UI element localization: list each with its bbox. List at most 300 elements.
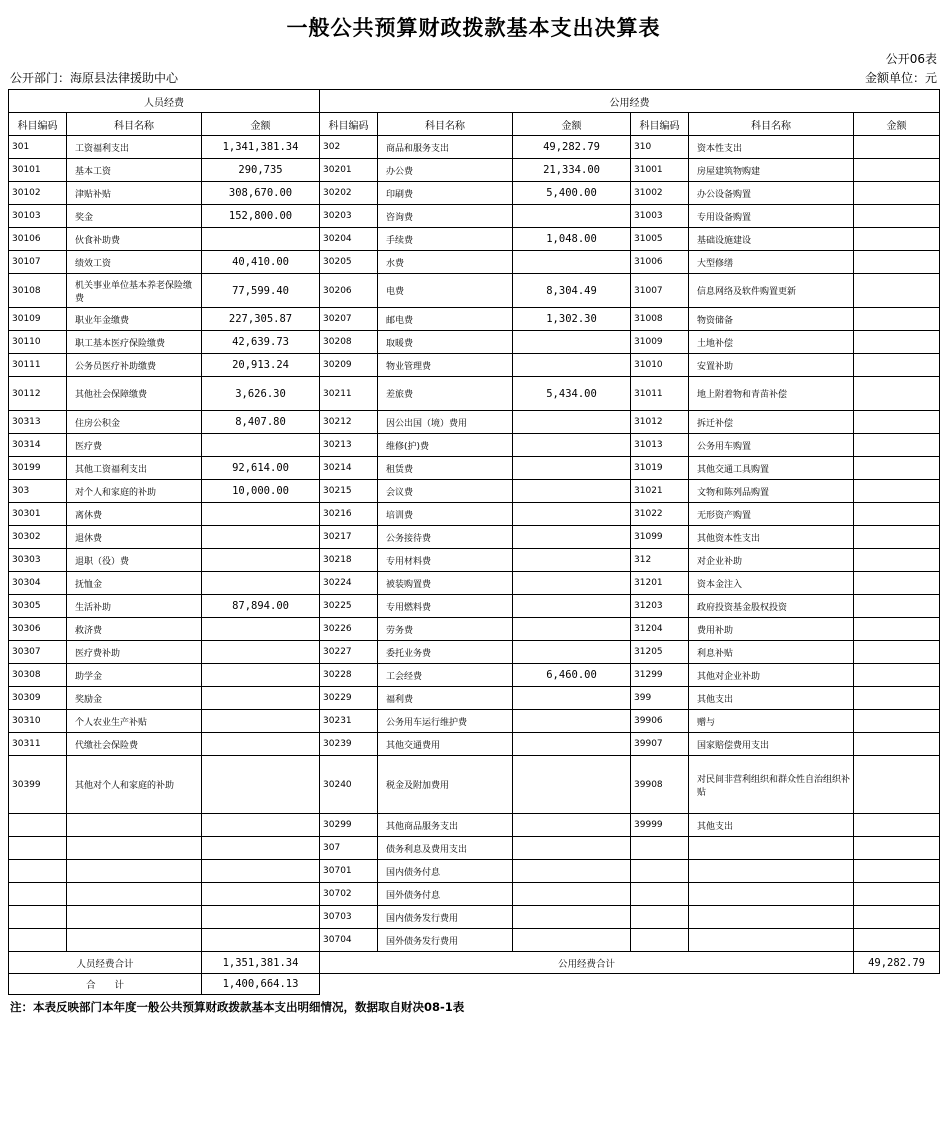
table-row (9, 480, 940, 503)
row-name-public: 专用材料费 (378, 549, 513, 572)
row-code-capital: 31019 (631, 457, 689, 480)
row-code-public: 30214 (320, 457, 378, 480)
row-amount-public: 8,304.49 (513, 274, 631, 308)
row-code-public: 30218 (320, 549, 378, 572)
row-amount-public (513, 354, 631, 377)
row-name-capital: 其他交通工具购置 (689, 457, 854, 480)
row-name-capital: 赠与 (689, 710, 854, 733)
table-row (9, 136, 940, 159)
row-amount-public (513, 929, 631, 952)
row-amount-public (513, 572, 631, 595)
grand-total-label: 合 计 (9, 974, 202, 995)
table-row (9, 308, 940, 331)
row-code-capital: 31001 (631, 159, 689, 182)
row-code-capital: 39906 (631, 710, 689, 733)
row-amount-capital (854, 434, 940, 457)
row-amount-capital (854, 457, 940, 480)
row-amount-personnel: 10,000.00 (202, 480, 320, 503)
row-amount-personnel (202, 503, 320, 526)
row-code-capital: 31022 (631, 503, 689, 526)
row-code-public: 30209 (320, 354, 378, 377)
row-name-public: 其他商品服务支出 (378, 814, 513, 837)
row-code-public: 30227 (320, 641, 378, 664)
row-amount-public (513, 814, 631, 837)
group-personnel: 人员经费 (9, 90, 320, 113)
row-code-personnel: 30303 (9, 549, 67, 572)
table-row (9, 641, 940, 664)
row-name-public: 公务接待费 (378, 526, 513, 549)
row-name-public: 办公费 (378, 159, 513, 182)
row-name-personnel: 公务员医疗补助缴费 (67, 354, 202, 377)
row-name-capital: 其他资本性支出 (689, 526, 854, 549)
row-name-personnel: 其他对个人和家庭的补助 (67, 756, 202, 814)
table-row (9, 159, 940, 182)
col-code-1: 科目编码 (9, 113, 67, 136)
department-label: 公开部门：海原县法律援助中心 (10, 71, 179, 85)
row-amount-personnel: 77,599.40 (202, 274, 320, 308)
row-name-personnel: 救济费 (67, 618, 202, 641)
row-code-capital (631, 883, 689, 906)
table-row (9, 434, 940, 457)
col-amount-3: 金额 (854, 113, 940, 136)
row-amount-public (513, 733, 631, 756)
row-amount-public (513, 860, 631, 883)
row-amount-capital (854, 377, 940, 411)
table-row (9, 814, 940, 837)
row-name-personnel: 医疗费 (67, 434, 202, 457)
row-amount-capital (854, 354, 940, 377)
row-name-capital: 专用设备购置 (689, 205, 854, 228)
table-row (9, 274, 940, 308)
row-amount-personnel (202, 687, 320, 710)
row-amount-public (513, 480, 631, 503)
row-code-public: 302 (320, 136, 378, 159)
personnel-total-label: 人员经费合计 (9, 952, 202, 974)
row-amount-capital (854, 251, 940, 274)
row-amount-public: 5,434.00 (513, 377, 631, 411)
row-name-personnel (67, 860, 202, 883)
row-amount-capital (854, 618, 940, 641)
row-name-capital: 无形资产购置 (689, 503, 854, 526)
row-amount-public (513, 457, 631, 480)
row-amount-public: 5,400.00 (513, 182, 631, 205)
row-amount-personnel (202, 641, 320, 664)
row-amount-personnel: 40,410.00 (202, 251, 320, 274)
row-name-capital: 政府投资基金股权投资 (689, 595, 854, 618)
row-code-capital: 310 (631, 136, 689, 159)
row-code-personnel (9, 906, 67, 929)
row-code-personnel (9, 814, 67, 837)
row-amount-personnel (202, 710, 320, 733)
row-code-capital: 31010 (631, 354, 689, 377)
row-code-capital: 31002 (631, 182, 689, 205)
row-amount-capital (854, 756, 940, 814)
row-name-public: 工会经费 (378, 664, 513, 687)
row-name-capital: 地上附着物和青苗补偿 (689, 377, 854, 411)
row-name-public: 印刷费 (378, 182, 513, 205)
row-name-personnel: 住房公积金 (67, 411, 202, 434)
row-code-public: 30213 (320, 434, 378, 457)
row-amount-public (513, 503, 631, 526)
row-name-capital: 其他对企业补助 (689, 664, 854, 687)
row-code-personnel: 303 (9, 480, 67, 503)
grand-total-empty (320, 974, 940, 995)
row-amount-public (513, 549, 631, 572)
row-name-capital: 其他支出 (689, 814, 854, 837)
row-name-public: 电费 (378, 274, 513, 308)
table-row (9, 733, 940, 756)
table-row (9, 457, 940, 480)
row-name-personnel: 个人农业生产补贴 (67, 710, 202, 733)
row-amount-personnel (202, 883, 320, 906)
row-code-public: 30206 (320, 274, 378, 308)
row-name-capital: 国家赔偿费用支出 (689, 733, 854, 756)
row-amount-public (513, 411, 631, 434)
row-name-capital: 办公设备购置 (689, 182, 854, 205)
row-name-personnel (67, 814, 202, 837)
row-code-capital: 39907 (631, 733, 689, 756)
row-amount-personnel: 152,800.00 (202, 205, 320, 228)
row-code-public: 30229 (320, 687, 378, 710)
row-amount-personnel: 308,670.00 (202, 182, 320, 205)
row-name-capital: 公务用车购置 (689, 434, 854, 457)
row-amount-public (513, 526, 631, 549)
row-amount-capital (854, 572, 940, 595)
row-code-capital: 31203 (631, 595, 689, 618)
row-name-capital: 安置补助 (689, 354, 854, 377)
row-amount-capital (854, 733, 940, 756)
row-code-public: 30231 (320, 710, 378, 733)
table-row (9, 182, 940, 205)
row-code-personnel: 30306 (9, 618, 67, 641)
group-public: 公用经费 (320, 90, 940, 113)
row-name-capital: 对企业补助 (689, 549, 854, 572)
row-code-public: 30299 (320, 814, 378, 837)
row-name-personnel (67, 837, 202, 860)
row-name-personnel: 绩效工资 (67, 251, 202, 274)
row-name-capital (689, 860, 854, 883)
row-amount-personnel (202, 814, 320, 837)
row-code-personnel: 301 (9, 136, 67, 159)
row-amount-public (513, 687, 631, 710)
row-name-personnel (67, 906, 202, 929)
public-total-value: 49,282.79 (854, 952, 940, 974)
row-code-personnel: 30399 (9, 756, 67, 814)
row-amount-capital (854, 687, 940, 710)
row-code-public: 307 (320, 837, 378, 860)
row-code-capital: 312 (631, 549, 689, 572)
row-code-public: 30204 (320, 228, 378, 251)
table-row (9, 377, 940, 411)
row-amount-public: 21,334.00 (513, 159, 631, 182)
row-code-public: 30225 (320, 595, 378, 618)
row-code-public: 30207 (320, 308, 378, 331)
row-code-capital: 31099 (631, 526, 689, 549)
row-name-capital: 文物和陈列品购置 (689, 480, 854, 503)
row-code-personnel: 30199 (9, 457, 67, 480)
row-name-capital: 拆迁补偿 (689, 411, 854, 434)
row-amount-personnel: 92,614.00 (202, 457, 320, 480)
row-code-personnel: 30304 (9, 572, 67, 595)
row-amount-capital (854, 136, 940, 159)
row-name-public: 委托业务费 (378, 641, 513, 664)
table-row (9, 687, 940, 710)
col-amount-1: 金额 (202, 113, 320, 136)
row-code-personnel: 30307 (9, 641, 67, 664)
row-code-personnel: 30311 (9, 733, 67, 756)
row-name-public: 福利费 (378, 687, 513, 710)
row-name-personnel (67, 929, 202, 952)
row-amount-personnel (202, 434, 320, 457)
row-amount-personnel (202, 860, 320, 883)
row-code-public: 30701 (320, 860, 378, 883)
form-number-line (8, 50, 939, 69)
table-row (9, 929, 940, 952)
row-amount-personnel (202, 733, 320, 756)
row-code-capital (631, 860, 689, 883)
row-code-personnel: 30308 (9, 664, 67, 687)
row-code-public: 30212 (320, 411, 378, 434)
row-amount-capital (854, 205, 940, 228)
row-code-capital: 31003 (631, 205, 689, 228)
row-code-personnel: 30314 (9, 434, 67, 457)
row-code-public: 30224 (320, 572, 378, 595)
row-name-capital: 基础设施建设 (689, 228, 854, 251)
row-code-personnel: 30309 (9, 687, 67, 710)
table-row (9, 205, 940, 228)
table-row (9, 411, 940, 434)
row-name-capital: 土地补偿 (689, 331, 854, 354)
row-name-personnel: 津贴补贴 (67, 182, 202, 205)
row-name-public: 劳务费 (378, 618, 513, 641)
row-amount-capital (854, 664, 940, 687)
grand-total-value: 1,400,664.13 (202, 974, 320, 995)
row-code-personnel: 30107 (9, 251, 67, 274)
table-row (9, 526, 940, 549)
row-code-capital (631, 837, 689, 860)
row-name-personnel: 职工基本医疗保险缴费 (67, 331, 202, 354)
table-row (9, 228, 940, 251)
row-name-public: 因公出国（境）费用 (378, 411, 513, 434)
row-name-personnel: 离休费 (67, 503, 202, 526)
row-name-personnel: 其他社会保障缴费 (67, 377, 202, 411)
table-row (9, 251, 940, 274)
row-code-capital: 31204 (631, 618, 689, 641)
table-body (9, 136, 940, 952)
row-code-capital: 31009 (631, 331, 689, 354)
row-amount-capital (854, 503, 940, 526)
row-name-public: 培训费 (378, 503, 513, 526)
row-name-public: 差旅费 (378, 377, 513, 411)
row-name-personnel: 对个人和家庭的补助 (67, 480, 202, 503)
table-row (9, 549, 940, 572)
row-name-capital: 资本金注入 (689, 572, 854, 595)
row-code-public: 30203 (320, 205, 378, 228)
row-code-capital: 31007 (631, 274, 689, 308)
row-code-capital (631, 906, 689, 929)
row-code-capital: 31013 (631, 434, 689, 457)
row-name-public: 维修(护)费 (378, 434, 513, 457)
row-amount-public (513, 434, 631, 457)
row-amount-personnel: 8,407.80 (202, 411, 320, 434)
row-amount-capital (854, 331, 940, 354)
row-amount-capital (854, 159, 940, 182)
row-amount-capital (854, 480, 940, 503)
table-row (9, 837, 940, 860)
page-title: 一般公共预算财政拨款基本支出决算表 (286, 15, 661, 40)
table-row (9, 664, 940, 687)
row-amount-public: 1,048.00 (513, 228, 631, 251)
row-name-personnel: 退职（役）费 (67, 549, 202, 572)
row-amount-capital (854, 411, 940, 434)
amount-unit-label: 金额单位：元 (864, 71, 937, 85)
row-code-personnel: 30301 (9, 503, 67, 526)
row-amount-personnel: 20,913.24 (202, 354, 320, 377)
row-amount-personnel: 87,894.00 (202, 595, 320, 618)
row-amount-public (513, 618, 631, 641)
row-name-personnel: 职业年金缴费 (67, 308, 202, 331)
row-code-public: 30704 (320, 929, 378, 952)
row-amount-capital (854, 182, 940, 205)
row-code-capital: 31011 (631, 377, 689, 411)
col-name-3: 科目名称 (689, 113, 854, 136)
row-code-capital: 31005 (631, 228, 689, 251)
row-name-public: 国外债务发行费用 (378, 929, 513, 952)
table-row (9, 503, 940, 526)
row-amount-public (513, 205, 631, 228)
row-name-public: 被装购置费 (378, 572, 513, 595)
row-amount-capital (854, 929, 940, 952)
row-amount-public (513, 756, 631, 814)
row-amount-public (513, 641, 631, 664)
row-amount-capital (854, 837, 940, 860)
table-row (9, 572, 940, 595)
subtotal-row (9, 952, 940, 974)
row-code-public: 30202 (320, 182, 378, 205)
row-code-public: 30211 (320, 377, 378, 411)
row-code-personnel: 30101 (9, 159, 67, 182)
row-code-personnel (9, 837, 67, 860)
row-code-personnel: 30112 (9, 377, 67, 411)
row-name-capital (689, 883, 854, 906)
row-code-capital: 39908 (631, 756, 689, 814)
row-amount-public (513, 251, 631, 274)
row-name-public: 手续费 (378, 228, 513, 251)
row-code-personnel: 30102 (9, 182, 67, 205)
row-code-personnel: 30310 (9, 710, 67, 733)
row-code-public: 30240 (320, 756, 378, 814)
row-name-public: 国外债务付息 (378, 883, 513, 906)
row-amount-capital (854, 308, 940, 331)
row-code-personnel: 30111 (9, 354, 67, 377)
row-amount-personnel (202, 929, 320, 952)
row-name-capital: 利息补贴 (689, 641, 854, 664)
row-code-capital: 31006 (631, 251, 689, 274)
row-name-personnel: 工资福利支出 (67, 136, 202, 159)
row-code-public: 30201 (320, 159, 378, 182)
row-code-capital (631, 929, 689, 952)
table-row (9, 756, 940, 814)
row-amount-personnel (202, 756, 320, 814)
row-name-public: 专用燃料费 (378, 595, 513, 618)
row-code-capital: 31299 (631, 664, 689, 687)
row-amount-public (513, 710, 631, 733)
row-amount-public (513, 595, 631, 618)
row-name-capital: 物资储备 (689, 308, 854, 331)
row-code-public: 30702 (320, 883, 378, 906)
row-code-personnel (9, 929, 67, 952)
table-row (9, 906, 940, 929)
group-header-row (9, 90, 940, 113)
row-name-public: 水费 (378, 251, 513, 274)
row-name-public: 咨询费 (378, 205, 513, 228)
row-amount-capital (854, 595, 940, 618)
row-code-public: 30216 (320, 503, 378, 526)
row-amount-personnel (202, 228, 320, 251)
row-amount-public: 49,282.79 (513, 136, 631, 159)
row-name-personnel (67, 883, 202, 906)
row-name-capital: 资本性支出 (689, 136, 854, 159)
public-total-label: 公用经费合计 (320, 952, 854, 974)
row-amount-public (513, 837, 631, 860)
row-amount-capital (854, 710, 940, 733)
row-code-capital: 31201 (631, 572, 689, 595)
row-name-capital: 其他支出 (689, 687, 854, 710)
row-code-public: 30208 (320, 331, 378, 354)
row-name-personnel: 医疗费补助 (67, 641, 202, 664)
row-name-personnel: 机关事业单位基本养老保险缴费 (67, 274, 202, 308)
row-amount-public: 6,460.00 (513, 664, 631, 687)
row-code-personnel: 30109 (9, 308, 67, 331)
row-amount-capital (854, 549, 940, 572)
row-amount-personnel (202, 618, 320, 641)
row-code-personnel: 30302 (9, 526, 67, 549)
row-name-personnel: 代缴社会保险费 (67, 733, 202, 756)
table-row (9, 710, 940, 733)
row-amount-public (513, 906, 631, 929)
table-row (9, 883, 940, 906)
row-code-personnel: 30106 (9, 228, 67, 251)
budget-table (8, 89, 940, 995)
form-number: 公开06表 (885, 52, 937, 66)
row-amount-public (513, 331, 631, 354)
row-amount-personnel (202, 837, 320, 860)
row-name-capital: 费用补助 (689, 618, 854, 641)
row-name-personnel: 奖励金 (67, 687, 202, 710)
row-code-personnel: 30110 (9, 331, 67, 354)
row-amount-personnel (202, 906, 320, 929)
row-name-public: 国内债务付息 (378, 860, 513, 883)
row-name-capital: 信息网络及软件购置更新 (689, 274, 854, 308)
table-row (9, 331, 940, 354)
row-code-personnel: 30305 (9, 595, 67, 618)
row-name-public: 商品和服务支出 (378, 136, 513, 159)
row-name-public: 税金及附加费用 (378, 756, 513, 814)
row-code-public: 30226 (320, 618, 378, 641)
row-amount-public: 1,302.30 (513, 308, 631, 331)
row-code-capital: 39999 (631, 814, 689, 837)
row-amount-personnel: 290,735 (202, 159, 320, 182)
row-name-public: 租赁费 (378, 457, 513, 480)
col-name-1: 科目名称 (67, 113, 202, 136)
row-name-personnel: 助学金 (67, 664, 202, 687)
row-name-personnel: 生活补助 (67, 595, 202, 618)
row-name-public: 物业管理费 (378, 354, 513, 377)
row-name-personnel: 奖金 (67, 205, 202, 228)
row-amount-personnel: 227,305.87 (202, 308, 320, 331)
row-name-capital (689, 929, 854, 952)
header-info (8, 69, 939, 89)
